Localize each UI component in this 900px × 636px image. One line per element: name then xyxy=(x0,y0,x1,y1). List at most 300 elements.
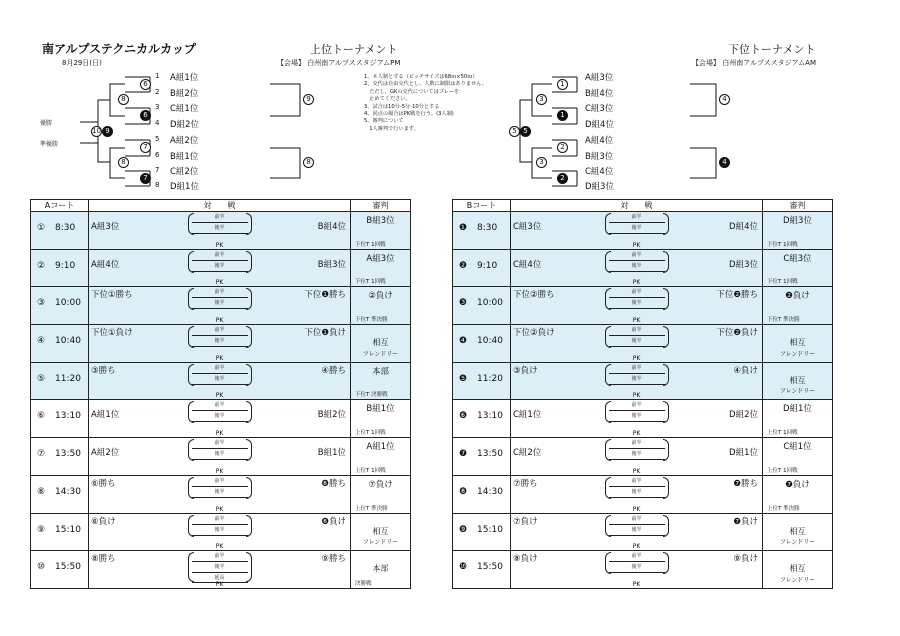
match-time: 10:00 xyxy=(55,298,81,309)
score-box xyxy=(192,551,248,588)
match-marker: 3 xyxy=(536,157,547,168)
referee: 本部 xyxy=(372,564,389,574)
referee: D組1位 xyxy=(783,404,812,415)
bracket-team: B組3位 xyxy=(585,152,614,162)
second-half-label: 後半 xyxy=(631,375,642,382)
match-time: 8:30 xyxy=(477,223,498,233)
referee: C組3位 xyxy=(783,253,812,264)
second-half-label: 後半 xyxy=(214,262,225,269)
second-half-label: 後半 xyxy=(631,413,642,420)
match-number: ❷ xyxy=(459,260,468,271)
first-half-label: 前半 xyxy=(631,214,642,220)
referee-cell xyxy=(351,475,411,513)
referee: 相互 xyxy=(789,375,806,385)
referee: 相互 xyxy=(789,564,806,574)
first-half-label: 前半 xyxy=(631,364,642,371)
bracket-team: D組1位 xyxy=(170,182,199,192)
seed: 7 xyxy=(155,166,160,174)
match-number: ⑤ xyxy=(37,373,46,384)
match-time: 13:50 xyxy=(477,449,503,460)
match-time: 15:50 xyxy=(477,562,503,573)
away-team: ❼負け xyxy=(733,516,758,527)
first-half-label: 前半 xyxy=(631,553,642,560)
match-note: 下位T 1回戦 xyxy=(355,279,386,286)
match-marker: 2 xyxy=(557,173,568,184)
away-team: ④勝ち xyxy=(321,365,346,376)
away-team: 下位❶勝ち xyxy=(304,290,346,301)
pk-label: PK xyxy=(632,543,641,551)
match-note: フレンドリー xyxy=(362,539,399,547)
second-half-label: 後半 xyxy=(631,488,642,495)
match-time-cell xyxy=(453,513,511,551)
match-time: 9:10 xyxy=(55,260,76,271)
second-half-label: 後半 xyxy=(214,300,225,307)
match-time-cell xyxy=(31,212,89,250)
pk-label: PK xyxy=(215,467,224,475)
match-row xyxy=(31,551,411,589)
score-box xyxy=(192,514,248,551)
match-note: 上位T 1回戦 xyxy=(355,430,386,437)
match-number: ❻ xyxy=(459,411,468,422)
match-number: ② xyxy=(37,260,46,271)
runner-label: 準優勝 xyxy=(40,141,59,148)
referee-cell xyxy=(351,362,411,400)
match-row xyxy=(31,438,411,476)
match-row xyxy=(453,249,833,287)
match-time: 8:30 xyxy=(55,223,76,233)
upper-title: 上位トーナメント xyxy=(310,43,398,56)
away-team: D組4位 xyxy=(729,222,758,232)
lower-venue: 【会場】 白州南アルプススタジアムAM xyxy=(692,59,817,67)
pk-label: PK xyxy=(215,279,224,287)
rule-line: 止めてください。 xyxy=(364,96,411,103)
match-row xyxy=(453,212,833,250)
score-box xyxy=(609,250,665,287)
pk-label: PK xyxy=(215,430,224,438)
score-box xyxy=(192,287,248,324)
match-number: ① xyxy=(37,223,46,233)
first-half-label: 前半 xyxy=(631,515,642,522)
pk-label: PK xyxy=(632,467,641,475)
match-note: フレンドリー xyxy=(362,350,399,358)
score-box xyxy=(609,287,665,324)
referee: 本部 xyxy=(371,366,389,377)
match-time-cell xyxy=(31,438,89,476)
home-team: A組3位 xyxy=(91,222,120,232)
match-cell xyxy=(511,287,763,325)
score-box xyxy=(609,514,665,551)
match-note: 下位T 準決勝 xyxy=(767,317,800,324)
away-team: 下位❷勝ち xyxy=(716,290,758,301)
match-time-cell xyxy=(31,325,89,363)
match-time: 10:40 xyxy=(477,336,503,347)
event-title: 南アルプステクニカルカップ xyxy=(42,42,196,56)
match-marker: 1 xyxy=(557,79,568,90)
match-time-cell xyxy=(31,475,89,513)
referee: B組1位 xyxy=(366,404,395,415)
match-note: 決勝戦 xyxy=(355,580,372,587)
match-row xyxy=(453,438,833,476)
referee-cell xyxy=(351,513,411,551)
match-time: 10:40 xyxy=(55,336,81,347)
match-number: ❺ xyxy=(459,373,468,384)
match-time-cell xyxy=(453,551,511,589)
match-note: フレンドリー xyxy=(779,388,816,396)
away-team: B組2位 xyxy=(317,410,346,421)
score-box xyxy=(609,363,665,400)
match-time-cell xyxy=(453,475,511,513)
first-half-label: 前半 xyxy=(214,289,225,296)
second-half-label: 後半 xyxy=(214,225,225,231)
away-team: D組2位 xyxy=(729,410,758,421)
referee-cell xyxy=(351,400,411,438)
away-team: ❻負け xyxy=(321,516,346,527)
home-team: ⑧負け xyxy=(513,554,538,565)
match-number: ③ xyxy=(37,298,46,309)
match-note: 下位T 1回戦 xyxy=(355,241,386,248)
match-number: ⑩ xyxy=(37,562,46,573)
referee-cell xyxy=(763,551,833,589)
match-marker: 4 xyxy=(719,157,730,168)
pk-label: PK xyxy=(632,505,641,513)
referee-cell xyxy=(351,287,411,325)
away-team: D組3位 xyxy=(729,259,758,270)
away-team: 下位❷負け xyxy=(716,328,758,339)
col-header-referee: 審判 xyxy=(763,200,833,212)
bracket-team: C組2位 xyxy=(170,167,199,177)
lower-title: 下位トーナメント xyxy=(728,43,816,56)
second-half-label: 後半 xyxy=(214,526,225,533)
match-marker: 7 xyxy=(140,173,151,184)
col-header-referee: 審判 xyxy=(351,200,411,212)
match-note: 上位T 準決勝 xyxy=(767,505,800,512)
referee-cell xyxy=(351,325,411,363)
referee-cell xyxy=(763,212,833,250)
match-marker: 3 xyxy=(536,94,547,105)
referee: 相互 xyxy=(372,338,389,348)
match-marker: 8 xyxy=(303,157,314,168)
bracket-team: A組4位 xyxy=(585,136,614,146)
second-half-label: 後半 xyxy=(631,451,642,458)
referee-cell xyxy=(763,287,833,325)
match-row xyxy=(453,287,833,325)
first-half-label: 前半 xyxy=(214,515,225,522)
match-note: フレンドリー xyxy=(779,539,816,547)
home-team: 下位①勝ち xyxy=(91,290,133,301)
match-time: 11:20 xyxy=(477,373,503,384)
away-team: B組1位 xyxy=(317,448,346,459)
first-half-label: 前半 xyxy=(214,327,225,334)
referee: 相互 xyxy=(789,338,806,348)
first-half-label: 前半 xyxy=(631,477,642,484)
match-note: 下位T 1回戦 xyxy=(767,279,798,286)
match-marker: 5 xyxy=(509,126,520,137)
bracket-team: D組2位 xyxy=(170,120,199,130)
home-team: ⑧勝ち xyxy=(91,554,116,565)
match-row xyxy=(31,362,411,400)
away-team: B組4位 xyxy=(317,222,346,232)
match-marker: 8 xyxy=(118,157,129,168)
match-time-cell xyxy=(453,212,511,250)
match-note: 上位T 1回戦 xyxy=(767,467,798,474)
match-number: ❽ xyxy=(459,486,468,497)
bracket-team: A組2位 xyxy=(170,136,199,146)
away-team: B組3位 xyxy=(317,259,346,270)
match-time-cell xyxy=(453,362,511,400)
referee-cell xyxy=(351,551,411,589)
seed: 5 xyxy=(155,135,160,143)
referee-cell xyxy=(351,212,411,250)
rule-line: 1、８人制とする（ピッチサイズは68ｍ×50ｍ） xyxy=(364,74,478,80)
match-time-cell xyxy=(453,249,511,287)
match-cell xyxy=(89,551,351,589)
home-team: C組3位 xyxy=(513,222,542,232)
bracket-team: A組1位 xyxy=(170,73,199,83)
pk-label: PK xyxy=(632,430,641,438)
col-header-court: Aコート xyxy=(31,200,89,212)
extra-time-label: 延長 xyxy=(214,575,225,582)
referee-cell xyxy=(351,249,411,287)
match-time: 11:20 xyxy=(55,373,81,384)
rule-line: 2、交代は自由交代とし、人数に制限はありません。 xyxy=(364,81,487,88)
score-box xyxy=(192,363,248,400)
first-half-label: 前半 xyxy=(631,440,642,447)
match-row xyxy=(31,249,411,287)
match-cell xyxy=(89,325,351,363)
match-cell xyxy=(89,212,351,250)
match-note: フレンドリー xyxy=(779,576,816,584)
score-box xyxy=(609,551,665,588)
first-half-label: 前半 xyxy=(214,477,225,484)
home-team: C組1位 xyxy=(513,410,542,421)
first-half-label: 前半 xyxy=(214,553,225,560)
match-time-cell xyxy=(31,249,89,287)
event-date: 8月29日(日) xyxy=(62,59,102,67)
pk-label: PK xyxy=(215,543,224,551)
referee-cell xyxy=(763,438,833,476)
pk-label: PK xyxy=(215,505,224,513)
second-half-label: 後半 xyxy=(631,526,642,533)
bracket-lines xyxy=(0,0,900,200)
match-time-cell xyxy=(31,400,89,438)
match-marker: 7 xyxy=(140,142,151,153)
referee: ②負け xyxy=(368,291,393,302)
score-box xyxy=(192,400,248,437)
referee: ❼負け xyxy=(785,479,810,490)
away-team: ❼勝ち xyxy=(733,478,758,489)
away-team: 下位❶負け xyxy=(304,328,346,339)
bracket-team: C組3位 xyxy=(585,104,614,114)
first-half-label: 前半 xyxy=(631,289,642,296)
seed: 4 xyxy=(155,119,160,127)
rule-line: 4、同点の場合はPK戦を行う。(3人制) xyxy=(364,111,454,118)
home-team: ⑦負け xyxy=(513,516,538,527)
match-number: ❾ xyxy=(459,524,468,535)
pk-label: PK xyxy=(632,241,641,249)
winner-label: 優勝 xyxy=(40,120,53,127)
pk-label: PK xyxy=(215,392,224,400)
score-box xyxy=(609,438,665,475)
home-team: ③負け xyxy=(513,365,538,376)
court-b-schedule xyxy=(452,199,833,589)
second-half-label: 後半 xyxy=(214,488,225,495)
match-marker: 10 xyxy=(92,127,101,135)
match-row xyxy=(31,212,411,250)
match-cell xyxy=(89,400,351,438)
match-time: 9:10 xyxy=(477,260,498,271)
match-number: ❸ xyxy=(459,298,468,309)
home-team: 下位②負け xyxy=(513,328,555,339)
rule-line: 1人審判で行います。 xyxy=(364,125,419,132)
bracket-team: A組3位 xyxy=(585,73,614,83)
score-box xyxy=(609,476,665,513)
match-row xyxy=(453,362,833,400)
col-header-court: Bコート xyxy=(453,200,511,212)
match-cell xyxy=(511,475,763,513)
match-cell xyxy=(89,287,351,325)
home-team: ⑥勝ち xyxy=(91,478,116,489)
match-row xyxy=(31,325,411,363)
match-cell xyxy=(89,362,351,400)
second-half-label: 後半 xyxy=(631,338,642,345)
referee: ⑦負け xyxy=(368,479,393,490)
home-team: 下位①負け xyxy=(91,328,133,339)
away-team: ⑨負け xyxy=(733,554,758,565)
pk-label: PK xyxy=(215,241,224,249)
first-half-label: 前半 xyxy=(214,402,225,409)
seed: 1 xyxy=(155,72,160,80)
match-time-cell xyxy=(31,362,89,400)
away-team: D組1位 xyxy=(729,448,758,459)
match-time-cell xyxy=(453,438,511,476)
away-team: ⑨勝ち xyxy=(321,554,346,565)
match-number: ④ xyxy=(37,336,46,347)
match-time: 15:10 xyxy=(477,524,503,535)
away-team: ④負け xyxy=(733,365,758,376)
score-box xyxy=(609,400,665,437)
match-number: ⑨ xyxy=(37,524,46,535)
match-time: 13:50 xyxy=(55,449,81,460)
score-box xyxy=(192,212,248,249)
referee-cell xyxy=(763,249,833,287)
match-cell xyxy=(89,475,351,513)
referee: 相互 xyxy=(789,526,806,536)
score-box xyxy=(609,325,665,362)
home-team: A組4位 xyxy=(91,259,120,270)
score-box xyxy=(192,250,248,287)
referee: A組3位 xyxy=(366,253,395,264)
second-half-label: 後半 xyxy=(631,564,642,571)
match-number: ⑥ xyxy=(37,411,46,422)
match-time-cell xyxy=(31,513,89,551)
bracket-team: C組1位 xyxy=(170,104,199,114)
first-half-label: 前半 xyxy=(631,251,642,258)
score-box xyxy=(192,438,248,475)
match-marker: 2 xyxy=(557,142,568,153)
match-marker: 6 xyxy=(140,110,151,121)
bracket-team: D組3位 xyxy=(585,182,614,192)
referee-cell xyxy=(763,325,833,363)
bracket-team: B組1位 xyxy=(170,152,199,162)
match-cell xyxy=(511,400,763,438)
match-marker: 6 xyxy=(140,79,151,90)
match-cell xyxy=(511,362,763,400)
court-a-schedule xyxy=(30,199,411,589)
score-box xyxy=(609,212,665,249)
rule-line: ただし、GKの交代についてはプレーを xyxy=(364,88,460,95)
score-box xyxy=(192,325,248,362)
match-cell xyxy=(511,325,763,363)
second-half-label: 後半 xyxy=(214,338,225,345)
referee: C組1位 xyxy=(783,442,812,453)
match-cell xyxy=(89,513,351,551)
rule-line: 5、審判について xyxy=(364,118,404,125)
match-cell xyxy=(511,438,763,476)
match-row xyxy=(31,287,411,325)
match-time: 10:00 xyxy=(477,298,503,309)
second-half-label: 後半 xyxy=(631,300,642,307)
bracket-team: B組2位 xyxy=(170,89,199,99)
first-half-label: 前半 xyxy=(214,364,225,371)
second-half-label: 後半 xyxy=(214,413,225,420)
first-half-label: 前半 xyxy=(214,214,225,220)
referee-cell xyxy=(763,513,833,551)
seed: 2 xyxy=(155,88,160,96)
referee: 相互 xyxy=(372,526,389,536)
referee: ❷負け xyxy=(785,291,810,302)
second-half-label: 後半 xyxy=(631,262,642,269)
match-note: 下位T 1回戦 xyxy=(767,241,798,248)
second-half-label: 後半 xyxy=(214,564,225,571)
match-time: 15:50 xyxy=(55,562,81,573)
first-half-label: 前半 xyxy=(631,402,642,409)
match-note: 下位T 決勝戦 xyxy=(355,392,388,399)
match-time-cell xyxy=(31,551,89,589)
referee: D組3位 xyxy=(783,216,812,226)
score-box xyxy=(192,476,248,513)
home-team: ⑦勝ち xyxy=(513,478,538,489)
match-note: フレンドリー xyxy=(779,350,816,358)
match-row xyxy=(453,551,833,589)
pk-label: PK xyxy=(632,392,641,400)
pk-label: PK xyxy=(632,580,641,588)
match-note: 上位T 1回戦 xyxy=(767,430,798,437)
match-number: ⑧ xyxy=(37,486,46,497)
first-half-label: 前半 xyxy=(631,327,642,334)
match-number: ❹ xyxy=(459,336,468,347)
away-team: ❻勝ち xyxy=(321,478,346,489)
home-team: A組1位 xyxy=(91,410,120,421)
match-time: 13:10 xyxy=(55,411,81,422)
referee-cell xyxy=(763,362,833,400)
match-note: 下位T 準決勝 xyxy=(355,317,388,324)
match-time-cell xyxy=(453,400,511,438)
pk-label: PK xyxy=(215,580,224,588)
match-note: 上位T 準決勝 xyxy=(355,505,388,512)
first-half-label: 前半 xyxy=(214,440,225,447)
match-cell xyxy=(511,249,763,287)
upper-venue: 【会場】 白州南アルプススタジアムPM xyxy=(277,59,401,67)
match-row xyxy=(31,475,411,513)
seed: 3 xyxy=(155,103,160,111)
bracket-team: B組4位 xyxy=(585,89,614,99)
home-team: A組2位 xyxy=(91,448,120,459)
home-team: 下位②勝ち xyxy=(513,290,555,301)
match-row xyxy=(453,325,833,363)
bracket-team: C組4位 xyxy=(585,167,614,177)
pk-label: PK xyxy=(215,317,224,325)
home-team: C組4位 xyxy=(513,259,542,270)
